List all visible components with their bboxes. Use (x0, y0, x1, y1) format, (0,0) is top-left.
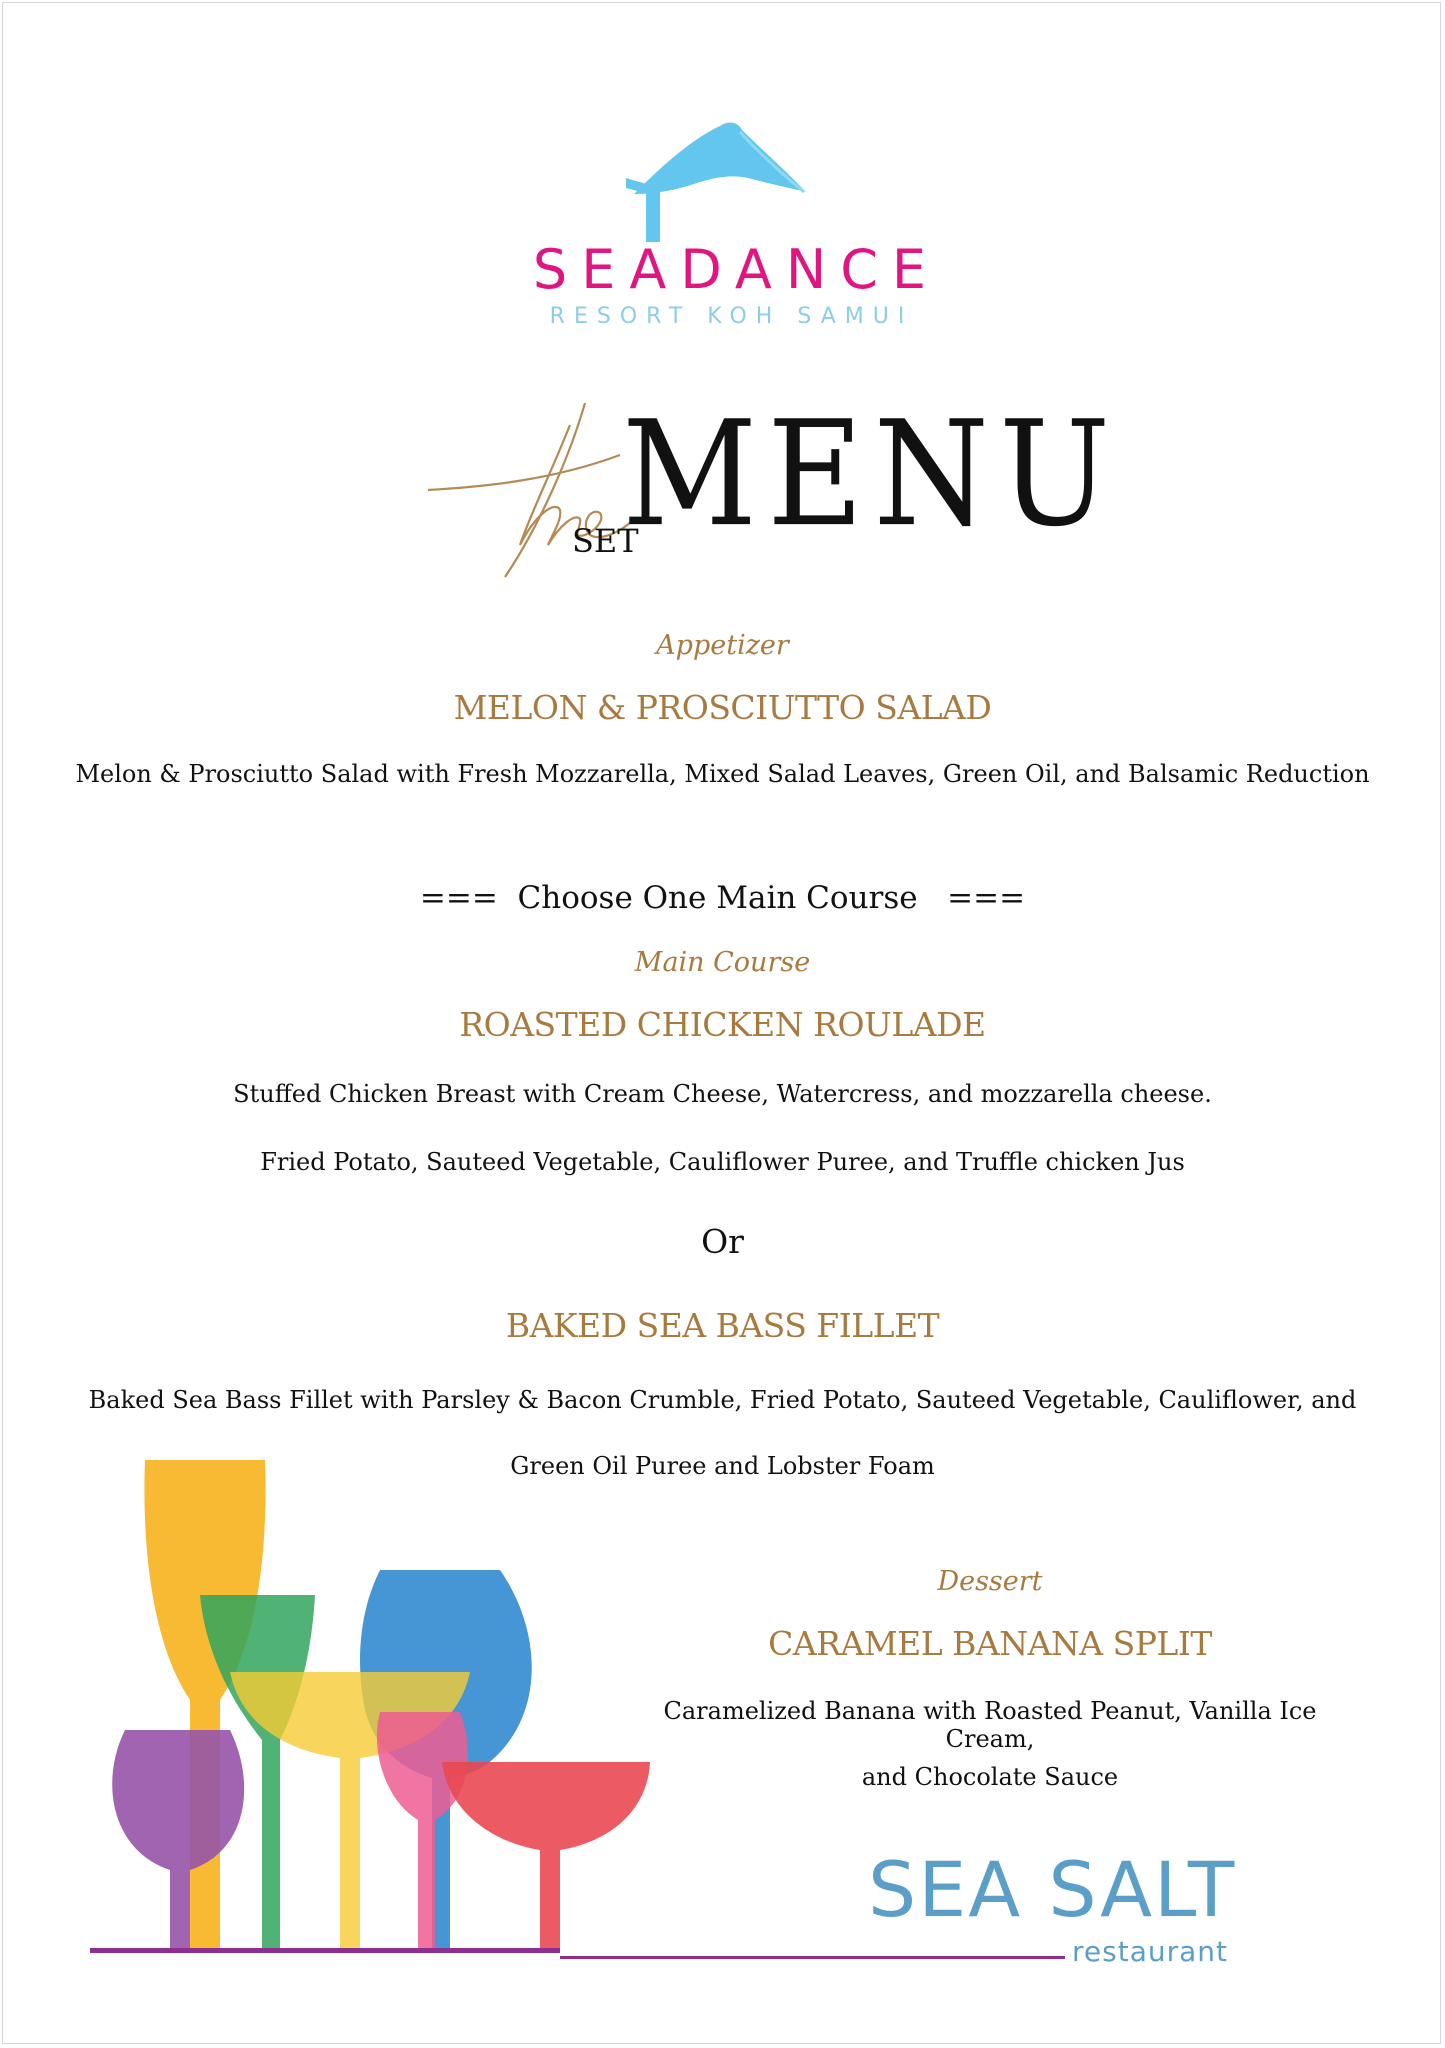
seabass-dish: BAKED SEA BASS FILLET (505, 1306, 940, 1345)
dessert-description-line1: Caramelized Banana with Roasted Peanut, Vanilla Ice Cream, (663, 1697, 1317, 1753)
chicken-description-line2: Fried Potato, Sauteed Vegetable, Cauliflower Puree, and Truffle chicken Jus (260, 1148, 1185, 1176)
brand-name: SEADANCE (532, 238, 941, 301)
seabass-description-line2: Green Oil Puree and Lobster Foam (510, 1452, 935, 1480)
set-label: SET (572, 522, 639, 560)
dessert-dish: CARAMEL BANANA SPLIT (768, 1624, 1212, 1663)
dessert-description-line2: and Chocolate Sauce (861, 1763, 1119, 1791)
footer-divider (560, 1956, 1065, 1959)
chicken-dish: ROASTED CHICKEN ROULADE (459, 1005, 986, 1044)
chicken-description-line1: Stuffed Chicken Breast with Cream Cheese, Watercress, and mozzarella cheese. (233, 1080, 1212, 1108)
sea-salt-restaurant-label: restaurant (1072, 1935, 1228, 1968)
seabass-description-line1: Baked Sea Bass Fillet with Parsley & Bacon Crumble, Fried Potato, Sauteed Vegetable, Cauliflower, and (88, 1386, 1357, 1414)
colorful-glasses-illustration (90, 1450, 690, 1970)
dessert-category: Dessert (937, 1566, 1043, 1597)
menu-title: MENU (622, 389, 1121, 560)
appetizer-category: Appetizer (656, 630, 789, 661)
choose-main-heading: === Choose One Main Course === (419, 880, 1026, 916)
sea-salt-logo: SEA SALT (868, 1845, 1237, 1934)
appetizer-dish: MELON & PROSCIUTTO SALAD (453, 688, 992, 727)
brand-subtitle: RESORT KOH SAMUI (549, 304, 914, 329)
main-course-category: Main Course (634, 947, 811, 978)
appetizer-description: Melon & Prosciutto Salad with Fresh Mozzarella, Mixed Salad Leaves, Green Oil, and Balsamic Reduction (75, 760, 1370, 788)
or-separator: Or (701, 1222, 744, 1261)
seadance-logo-icon (620, 118, 820, 253)
